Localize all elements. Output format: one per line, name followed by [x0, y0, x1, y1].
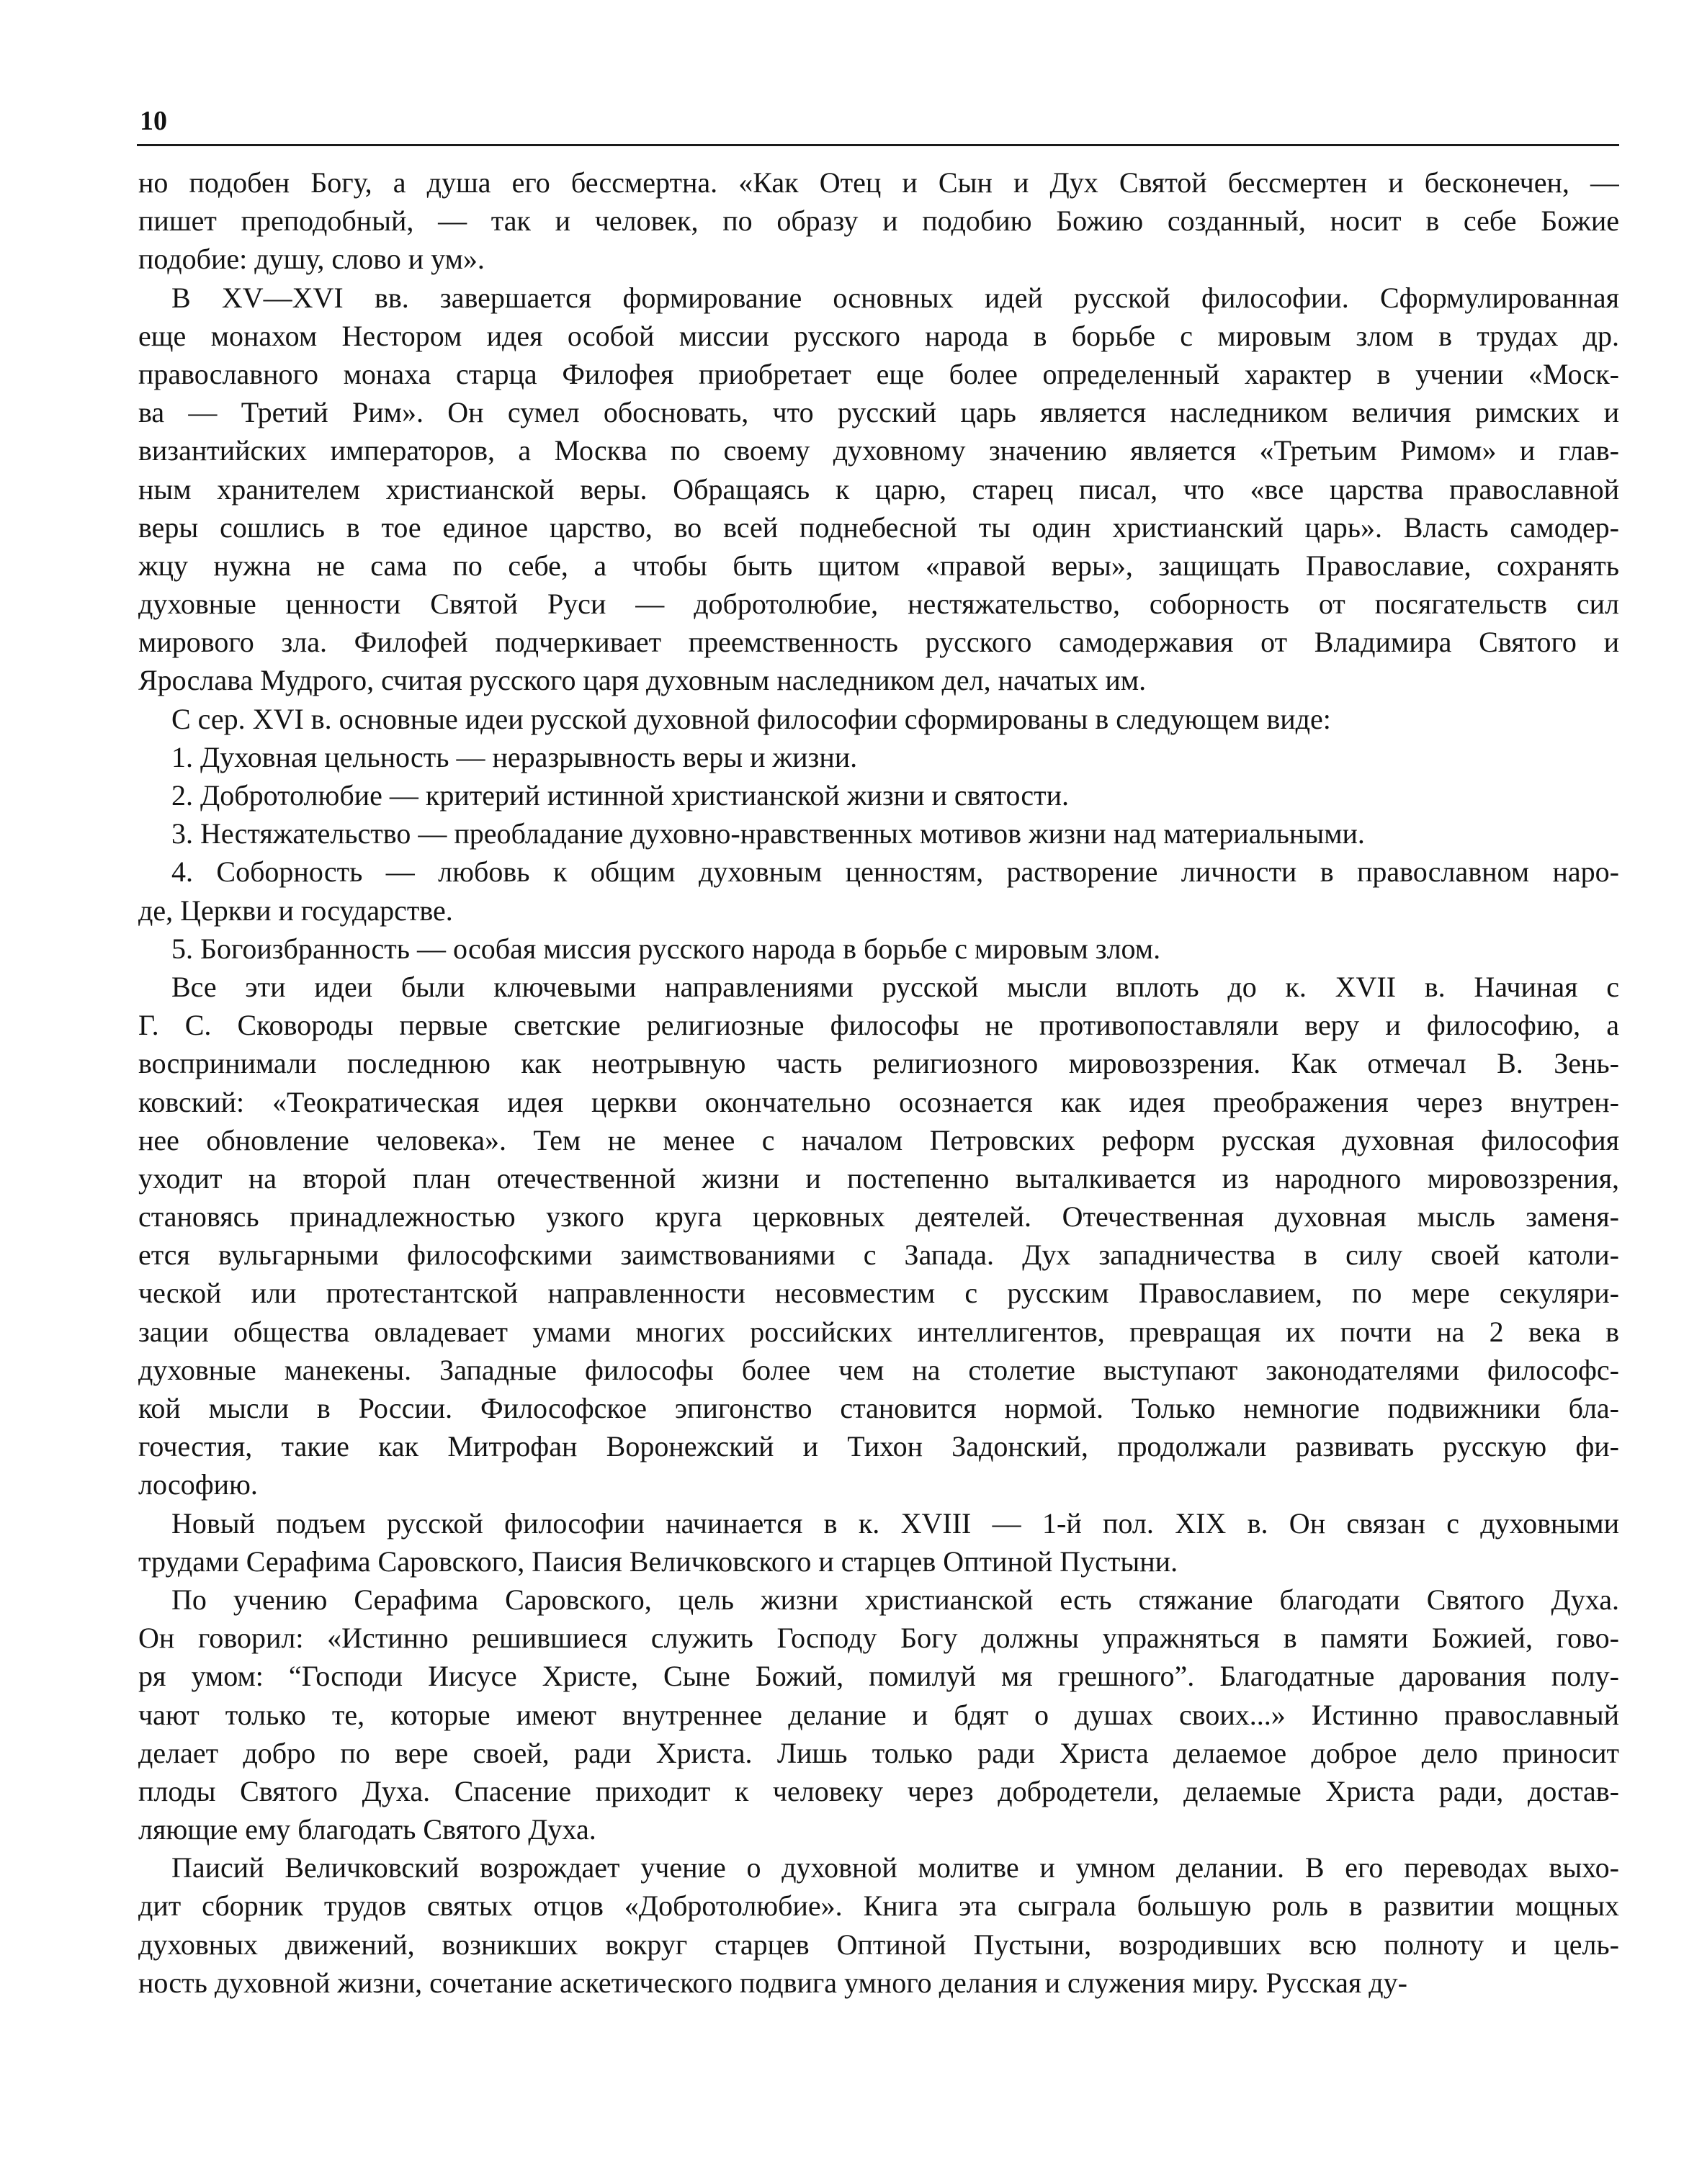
text-line: духовные ценности Святой Руси — добротолюбие, нестяжательство, соборность от посягательств сил: [138, 588, 1619, 621]
text-line: С сер. XVI в. основные идеи русской духовной философии сформированы в следующем виде:: [171, 702, 1331, 735]
text-line: Новый подъем русской философии начинается в к. XVIII — 1-й пол. XIX в. Он связан с духовными: [171, 1506, 1619, 1540]
text-line: Ярослава Мудрого, считая русского царя духовным наследником дел, начатых им.: [138, 664, 1147, 697]
text-line: ва — Третий Рим». Он сумел обосновать, что русский царь является наследником величия римских и: [138, 396, 1619, 429]
text-line: ным хранителем христианской веры. Обращаясь к царю, старец писал, что «все царства православной: [138, 472, 1619, 505]
text-line: де, Церкви и государстве.: [138, 894, 453, 927]
text-line: Паисий Величковский возрождает учение о духовной молитве и умном делании. В его переводах выхо-: [171, 1851, 1619, 1884]
text-line: подобие: душу, слово и ум».: [138, 243, 485, 276]
text-line: ляющие ему благодать Святого Духа.: [138, 1813, 596, 1846]
paragraph: [138, 1848, 1619, 2002]
text-line: еще монахом Нестором идея особой миссии русского народа в борьбе с мировым злом в трудах др.: [138, 319, 1619, 352]
text-line: дит сборник трудов святых отцов «Добротолюбие». Книга эта сыграла большую роль в развитии мощных: [138, 1889, 1619, 1923]
text-line: гочестия, такие как Митрофан Воронежский и Тихон Задонский, продолжали развивать русскую фи-: [138, 1430, 1619, 1463]
text-line: 2. Добротолюбие — критерий истинной христианской жизни и святости.: [171, 779, 1069, 812]
text-line: Он говорил: «Истинно решившиеся служить Господу Богу должны упражняться в памяти Божией, гово-: [138, 1622, 1619, 1655]
list-item: [138, 776, 1619, 814]
text-line: лософию.: [138, 1468, 258, 1501]
page-number: 10: [140, 106, 167, 136]
text-line: делает добро по вере своей, ради Христа. Лишь только ради Христа делаемое доброе дело приносит: [138, 1736, 1619, 1769]
paragraph: [138, 1581, 1619, 1848]
text-line: кой мысли в России. Философское эпигонство становится нормой. Только немногие подвижники бла-: [138, 1392, 1619, 1424]
text-line: В XV—XVI вв. завершается формирование основных идей русской философии. Сформулированная: [171, 281, 1619, 314]
paragraph: [138, 279, 1619, 700]
text-line: веры сошлись в тое единое царство, во всей поднебесной ты один христианский царь». Власть самодер-: [138, 511, 1619, 544]
text-line: уходит на второй план отечественной жизни и постепенно выталкивается из народного мировоззрения,: [138, 1161, 1619, 1195]
body-text: [138, 163, 1619, 2002]
text-line: По учению Серафима Саровского, цель жизни христианской есть стяжание благодати Святого Духа.: [171, 1583, 1619, 1616]
text-line: ность духовной жизни, сочетание аскетического подвига умного делания и служения миру. Русская ду-: [138, 1966, 1407, 1999]
header-rule: [137, 144, 1619, 146]
paragraph: [138, 700, 1619, 738]
list-item: [138, 930, 1619, 968]
paragraph: [138, 163, 1619, 279]
text-line: воспринимали последнюю как неотрывную часть религиозного мировоззрения. Как отмечал В. Зень-: [138, 1047, 1619, 1080]
text-line: ря умом: “Господи Иисусе Христе, Сыне Божий, помилуй мя грешного”. Благодатные дарования полу-: [138, 1660, 1619, 1693]
text-line: 1. Духовная цельность — неразрывность веры и жизни.: [171, 740, 858, 773]
text-line: 4. Соборность — любовь к общим духовным ценностям, растворение личности в православном наро-: [171, 855, 1619, 889]
list-item: [138, 853, 1619, 929]
text-line: духовных движений, возникших вокруг старцев Оптиной Пустыни, возродивших всю полноту и цель-: [138, 1928, 1619, 1961]
text-line: византийских императоров, а Москва по своему духовному значению является «Третьим Римом» и глав-: [138, 434, 1619, 467]
text-line: 5. Богоизбранность — особая миссия русского народа в борьбе с мировым злом.: [171, 932, 1161, 965]
text-line: чают только те, которые имеют внутреннее делание и бдят о душах своих...» Истинно православный: [138, 1698, 1619, 1731]
text-line: но подобен Богу, а душа его бессмертна. «Как Отец и Сын и Дух Святой бессмертен и бесконечен, —: [138, 166, 1619, 199]
text-line: 3. Нестяжательство — преобладание духовно-нравственных мотивов жизни над материальными.: [171, 817, 1365, 850]
list-item: [138, 814, 1619, 853]
text-line: ковский: «Теократическая идея церкви окончательно осознается как идея преображения через внутрен-: [138, 1085, 1619, 1118]
text-line: пишет преподобный, — так и человек, по образу и подобию Божию созданный, носит в себе Божие: [138, 205, 1619, 238]
paragraph: [138, 968, 1619, 1504]
text-line: мирового зла. Филофей подчеркивает преемственность русского самодержавия от Владимира Святого и: [138, 626, 1619, 659]
text-line: духовные манекены. Западные философы более чем на столетие выступают законодателями философс-: [138, 1353, 1619, 1386]
text-line: плоды Святого Духа. Спасение приходит к человеку через добродетели, делаемые Христа ради, достав-: [138, 1774, 1619, 1807]
text-line: зации общества овладевает умами многих российских интеллигентов, превращая их почти на 2 века в: [138, 1315, 1619, 1348]
text-line: ется вульгарными философскими заимствованиями с Запада. Дух западничества в силу своей католи-: [138, 1239, 1619, 1272]
list-item: [138, 738, 1619, 776]
text-line: Г. С. Сковороды первые светские религиозные философы не противопоставляли веру и философию, а: [138, 1009, 1619, 1042]
text-line: нее обновление человека». Тем не менее с началом Петровских реформ русская духовная философия: [138, 1123, 1619, 1156]
text-line: православного монаха старца Филофея приобретает еще более определенный характер в учении «Моск-: [138, 357, 1619, 390]
text-line: Все эти идеи были ключевыми направлениями русской мысли вплоть до к. XVII в. Начиная с: [171, 970, 1619, 1003]
paragraph: [138, 1504, 1619, 1581]
text-line: ческой или протестантской направленности несовместим с русским Православием, по мере секуляри-: [138, 1277, 1619, 1310]
text-line: трудами Серафима Саровского, Паисия Величковского и старцев Оптиной Пустыни.: [138, 1545, 1178, 1578]
text-line: становясь принадлежностью узкого круга церковных деятелей. Отечественная духовная мысль заменя-: [138, 1200, 1619, 1233]
text-line: жцу нужна не сама по себе, а чтобы быть щитом «правой веры», защищать Православие, сохранять: [138, 549, 1619, 582]
